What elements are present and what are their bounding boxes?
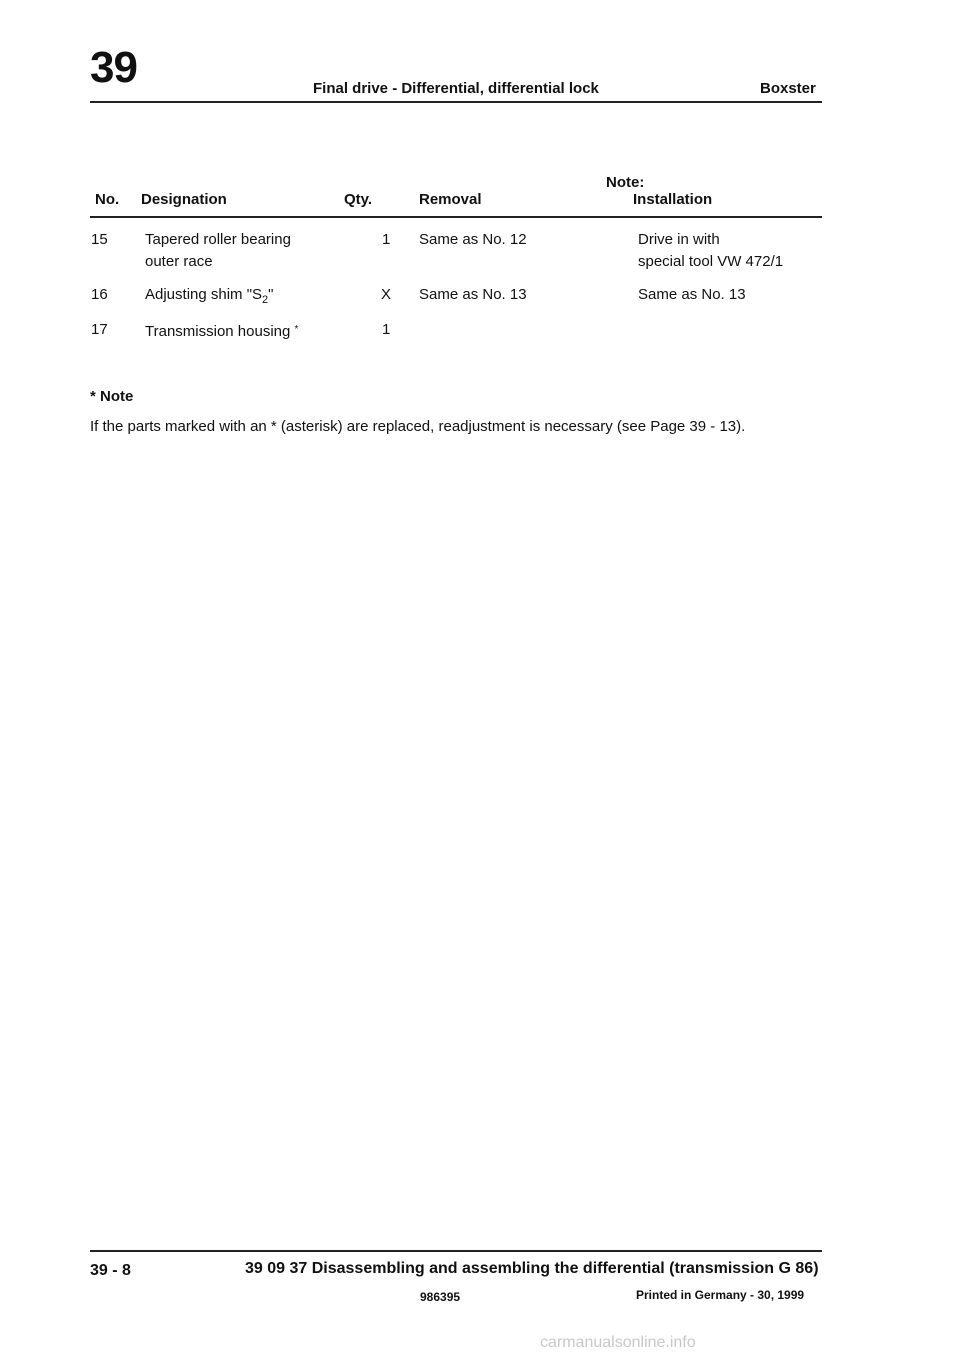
row-16-installation: Same as No. 13 (638, 286, 746, 303)
row-16-qty: X (381, 286, 392, 303)
column-header-removal: Removal (419, 191, 482, 208)
row-15-installation-line-1: Drive in with (638, 231, 720, 248)
row-16-removal: Same as No. 13 (419, 286, 527, 303)
row-16-designation (145, 284, 274, 311)
header-rule (90, 101, 822, 103)
row-15-designation-line-1: Tapered roller bearing (145, 231, 291, 248)
footer-print-info: Printed in Germany - 30, 1999 (636, 1288, 805, 1302)
footer-section-title: 39 09 37 Disassembling and assembling the differential (transmission G 86) (245, 1260, 819, 1277)
row-17-asterisk: * (294, 324, 299, 335)
row-16-number: 16 (91, 286, 108, 303)
row-15-number: 15 (91, 231, 108, 248)
model-name: Boxster (760, 80, 816, 97)
footer-rule (90, 1250, 822, 1252)
column-header-no: No. (95, 191, 120, 208)
column-header-designation: Designation (141, 191, 227, 208)
row-15-installation-line-2: special tool VW 472/1 (638, 253, 784, 270)
row-16-designation-prefix: Adjusting shim "S (145, 286, 263, 303)
footer-document-code: 986395 (420, 1290, 461, 1304)
chapter-number: 39 (90, 43, 137, 92)
row-15-designation-line-2: outer race (145, 253, 213, 270)
footer-page-number: 39 - 8 (90, 1262, 131, 1279)
column-header-qty: Qty. (344, 191, 373, 208)
page-header-title: Final drive - Differential, differential lock (313, 80, 599, 97)
column-header-installation: Installation (633, 191, 713, 208)
row-17-designation-text: Transmission housing (145, 323, 291, 340)
note-heading: * Note (90, 388, 134, 405)
note-text: If the parts marked with an * (asterisk) are replaced, readjustment is necessary (see Page 39 - 13). (90, 418, 746, 435)
row-15-qty: 1 (382, 231, 391, 248)
table-header-rule (90, 216, 822, 218)
row-17-designation (145, 319, 298, 343)
row-15-removal: Same as No. 12 (419, 231, 527, 248)
column-header-note: Note: (606, 174, 645, 191)
row-17-qty: 1 (382, 321, 391, 338)
row-16-designation-subscript: 2 (262, 294, 269, 306)
watermark: carmanualsonline.info (540, 1334, 696, 1351)
row-16-designation-suffix: " (268, 286, 274, 303)
row-17-number: 17 (91, 321, 108, 338)
